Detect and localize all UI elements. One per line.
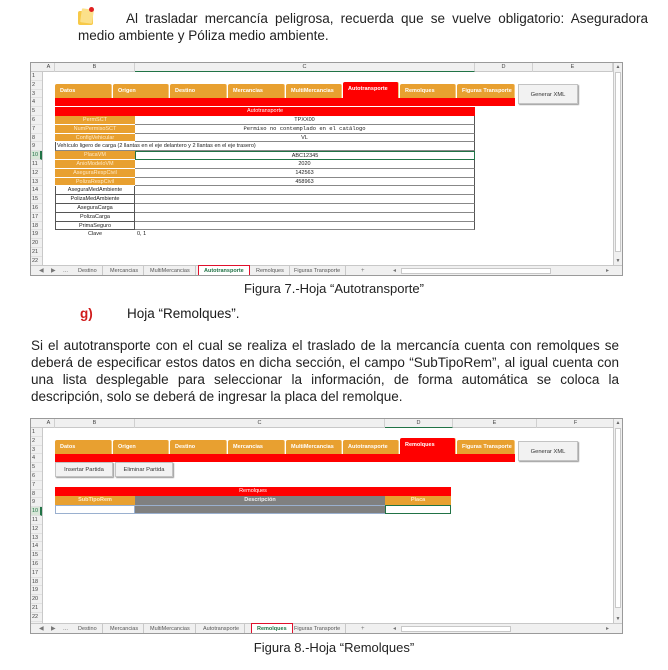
header-placa: Placa	[385, 496, 451, 505]
more-sheets[interactable]: ...	[63, 268, 69, 274]
figure-7-caption: Figura 7.-Hoja “Autotransporte”	[244, 281, 424, 296]
nav-tab-mercancias[interactable]: Mercancias	[228, 84, 285, 98]
horizontal-scrollbar[interactable]	[401, 268, 551, 274]
field-value-input[interactable]: 2020	[135, 160, 475, 169]
row-header[interactable]: 9	[31, 498, 42, 507]
field-description: Vehículo ligero de carga (2 llantas en el eje delantero y 2 llantas en el eje trasero)	[55, 142, 475, 151]
col-header-F[interactable]: F	[537, 419, 615, 428]
column-headers	[31, 63, 622, 72]
nav-tab-multimercancias[interactable]: MultiMercancias	[286, 84, 342, 98]
field-value-input[interactable]: Permiso no contemplado en el catálogo	[135, 125, 475, 134]
hscroll-right-icon[interactable]: ▸	[606, 268, 610, 274]
row-headers	[31, 428, 43, 624]
nav-underline-bar	[55, 98, 515, 106]
field-value-input[interactable]	[135, 222, 475, 231]
insert-partida-button[interactable]: Insertar Partida	[55, 462, 113, 477]
sheet-tab-multimercancias[interactable]: MultiMercancias	[145, 266, 196, 276]
row-header[interactable]: 22	[31, 613, 42, 622]
nav-tab-datos[interactable]: Datos	[55, 440, 112, 454]
scroll-thumb[interactable]	[615, 72, 621, 252]
field-label: PlacaVM	[55, 151, 135, 160]
row-header[interactable]: 11	[31, 160, 42, 169]
nav-tab-origen[interactable]: Origen	[113, 440, 169, 454]
next-sheet-icon[interactable]: ▶	[51, 626, 56, 632]
row-header[interactable]: 16	[31, 204, 42, 213]
remolques-paragraph: Si el autotransporte con el cual se realiza el traslado de la mercancía cuenta con remolques se deberá de especificar estos datos en dicha sección, el campo “SubTipoRem”, al igual cuenta con una lista desplegable para seleccionar la información, de forma automática se coloca la descripción, solo se deberá de ingresar la placa del remolque.	[31, 338, 619, 404]
field-label: PolizaMedAmbiente	[55, 195, 135, 204]
row-header[interactable]: 7	[31, 125, 42, 134]
sheet-tab-autotransporte[interactable]: Autotransporte	[198, 265, 250, 276]
vertical-scrollbar[interactable]	[613, 419, 622, 625]
delete-partida-button[interactable]: Eliminar Partida	[115, 462, 173, 477]
field-value-input[interactable]	[135, 204, 475, 213]
sheet-tab-figuras-transporte[interactable]: Figuras Transporte	[289, 266, 346, 276]
subtiporem-input[interactable]	[55, 505, 135, 514]
hscroll-left-icon[interactable]: ◂	[393, 626, 397, 632]
col-header-A[interactable]: A	[43, 419, 55, 428]
sheet-tab-figuras-transporte[interactable]: Figuras Transporte	[289, 624, 346, 634]
note-text: Al trasladar mercancía peligrosa, recuerda que se vuelve obligatorio: Aseguradora medio ambiente y Póliza medio ambiente.	[78, 11, 648, 43]
nav-tab-figuras-transporte[interactable]: Figuras Transporte	[457, 84, 515, 98]
sheet-tab-destino[interactable]: Destino	[73, 624, 103, 634]
field-value-input[interactable]: ABC12345	[135, 151, 475, 160]
nav-tab-multimercancias[interactable]: MultiMercancias	[286, 440, 342, 454]
header-descripcion: Descripción	[135, 496, 385, 505]
col-header-C[interactable]: C	[135, 419, 385, 428]
row-header[interactable]: 13	[31, 534, 42, 543]
row-header[interactable]: 15	[31, 195, 42, 204]
row-header[interactable]: 3	[31, 90, 42, 99]
prev-sheet-icon[interactable]: ◀	[39, 268, 44, 274]
add-sheet-icon[interactable]: +	[361, 626, 365, 632]
field-label: PolizaCarga	[55, 213, 135, 222]
sheet-tab-mercancias[interactable]: Mercancias	[105, 624, 144, 634]
row-header[interactable]: 6	[31, 472, 42, 481]
sheet-tabs-bar	[31, 265, 622, 275]
sheet-tab-destino[interactable]: Destino	[73, 266, 103, 276]
clave-label: Clave	[87, 231, 103, 237]
row-header[interactable]: 15	[31, 551, 42, 560]
row-header[interactable]: 12	[31, 525, 42, 534]
nav-tab-destino[interactable]: Destino	[170, 84, 227, 98]
column-headers	[31, 419, 622, 428]
row-header[interactable]: 18	[31, 578, 42, 587]
sheet-tab-autotransporte[interactable]: Autotransporte	[198, 624, 245, 634]
row-header[interactable]: 19	[31, 230, 42, 239]
nav-tab-origen[interactable]: Origen	[113, 84, 169, 98]
col-header-B[interactable]: B	[55, 63, 135, 72]
row-header[interactable]: 14	[31, 542, 42, 551]
col-header-A[interactable]: A	[43, 63, 55, 72]
sheet-tab-multimercancias[interactable]: MultiMercancias	[145, 624, 196, 634]
row-header[interactable]: 20	[31, 239, 42, 248]
generate-xml-button[interactable]: Generar XML	[518, 84, 578, 104]
row-header[interactable]: 18	[31, 222, 42, 231]
excel-window-autotransporte	[30, 62, 623, 276]
row-header[interactable]: 1	[31, 428, 42, 437]
row-header[interactable]: 21	[31, 248, 42, 257]
section-letter: g)	[80, 306, 93, 321]
add-sheet-icon[interactable]: +	[361, 268, 365, 274]
scroll-up-icon[interactable]: ▲	[615, 64, 621, 70]
clave-value: 0, 1	[137, 231, 147, 237]
descripcion-cell	[135, 505, 385, 514]
next-sheet-icon[interactable]: ▶	[51, 268, 56, 274]
row-header[interactable]: 10	[31, 507, 42, 516]
sheet-tab-mercancias[interactable]: Mercancias	[105, 266, 144, 276]
nav-tab-autotransporte[interactable]: Autotransporte	[343, 440, 399, 454]
row-header[interactable]: 20	[31, 595, 42, 604]
row-headers	[31, 72, 43, 266]
row-header[interactable]: 17	[31, 569, 42, 578]
scroll-up-icon[interactable]: ▲	[615, 420, 621, 426]
field-value-input[interactable]	[135, 195, 475, 204]
field-value-input[interactable]: TPXX00	[135, 116, 475, 125]
col-header-B[interactable]: B	[55, 419, 135, 428]
nav-tab-destino[interactable]: Destino	[170, 440, 227, 454]
field-label: ConfigVehicular	[55, 134, 135, 143]
autotransporte-title: Autotransporte	[55, 107, 475, 116]
scroll-down-icon[interactable]: ▼	[615, 616, 621, 622]
more-sheets[interactable]: ...	[63, 626, 69, 632]
field-label: AseguraRespCivil	[55, 169, 135, 178]
row-header[interactable]: 2	[31, 81, 42, 90]
row-header[interactable]: 7	[31, 481, 42, 490]
row-header[interactable]: 5	[31, 107, 42, 116]
field-value-input[interactable]	[135, 213, 475, 222]
nav-underline-bar	[55, 454, 515, 462]
header-subtiporem: SubTipoRem	[55, 496, 135, 505]
row-header[interactable]: 10	[31, 151, 42, 160]
field-value-input[interactable]	[135, 186, 475, 195]
nav-tab-remolques[interactable]: Remolques	[400, 84, 456, 98]
hscroll-right-icon[interactable]: ▸	[606, 626, 610, 632]
hscroll-left-icon[interactable]: ◂	[393, 268, 397, 274]
field-label: NumPermisoSCT	[55, 125, 135, 134]
row-header[interactable]: 6	[31, 116, 42, 125]
col-header-E[interactable]: E	[453, 419, 537, 428]
field-label: PrimaSeguro	[55, 222, 135, 231]
row-header[interactable]: 4	[31, 98, 42, 107]
col-header-C[interactable]: C	[135, 63, 475, 72]
vertical-scrollbar[interactable]	[613, 63, 622, 267]
nav-tab-autotransporte[interactable]: Autotransporte	[343, 82, 399, 98]
col-header-D[interactable]: D	[385, 419, 453, 428]
remolques-title: Remolques	[55, 487, 451, 496]
sheet-tabs-bar	[31, 623, 622, 633]
nav-tab-remolques[interactable]: Remolques	[400, 438, 456, 454]
section-title: Hoja “Remolques”.	[127, 306, 240, 321]
field-label: AnioModeloVM	[55, 160, 135, 169]
sheet-tab-remolques[interactable]: Remolques	[251, 266, 290, 276]
row-header[interactable]: 14	[31, 186, 42, 195]
field-value-input[interactable]: VL	[135, 134, 475, 143]
figure-8-caption: Figura 8.-Hoja “Remolques”	[253, 640, 415, 655]
field-label: AseguraCarga	[55, 204, 135, 213]
nav-tab-mercancias[interactable]: Mercancias	[228, 440, 285, 454]
placa-input[interactable]	[385, 505, 451, 514]
row-header[interactable]: 9	[31, 142, 42, 151]
row-header[interactable]: 21	[31, 604, 42, 613]
horizontal-scrollbar[interactable]	[401, 626, 511, 632]
field-label: PermSCT	[55, 116, 135, 125]
row-header[interactable]: 1	[31, 72, 42, 81]
row-header[interactable]: 16	[31, 560, 42, 569]
row-header[interactable]: 8	[31, 134, 42, 143]
row-header[interactable]: 2	[31, 437, 42, 446]
row-header[interactable]: 11	[31, 516, 42, 525]
prev-sheet-icon[interactable]: ◀	[39, 626, 44, 632]
row-header[interactable]: 3	[31, 446, 42, 455]
row-header[interactable]: 4	[31, 454, 42, 463]
nav-tab-datos[interactable]: Datos	[55, 84, 112, 98]
row-header[interactable]: 17	[31, 213, 42, 222]
row-header[interactable]: 5	[31, 463, 42, 472]
sheet-tab-remolques[interactable]: Remolques	[251, 623, 293, 634]
field-label: PolizaRespCivil	[55, 178, 135, 187]
row-header[interactable]: 22	[31, 257, 42, 266]
scroll-thumb[interactable]	[615, 428, 621, 608]
nav-tab-figuras-transporte[interactable]: Figuras Transporte	[457, 440, 515, 454]
row-header[interactable]: 12	[31, 169, 42, 178]
generate-xml-button[interactable]: Generar XML	[518, 441, 578, 461]
col-header-E[interactable]: E	[533, 63, 613, 72]
field-value-input[interactable]: 142563	[135, 169, 475, 178]
field-label: AseguraMedAmbiente	[55, 186, 135, 195]
col-header-D[interactable]: D	[475, 63, 533, 72]
row-header[interactable]: 19	[31, 586, 42, 595]
row-header[interactable]: 8	[31, 490, 42, 499]
excel-window-remolques	[30, 418, 623, 634]
field-value-input[interactable]: 458963	[135, 178, 475, 187]
row-header[interactable]: 13	[31, 178, 42, 187]
scroll-down-icon[interactable]: ▼	[615, 258, 621, 264]
